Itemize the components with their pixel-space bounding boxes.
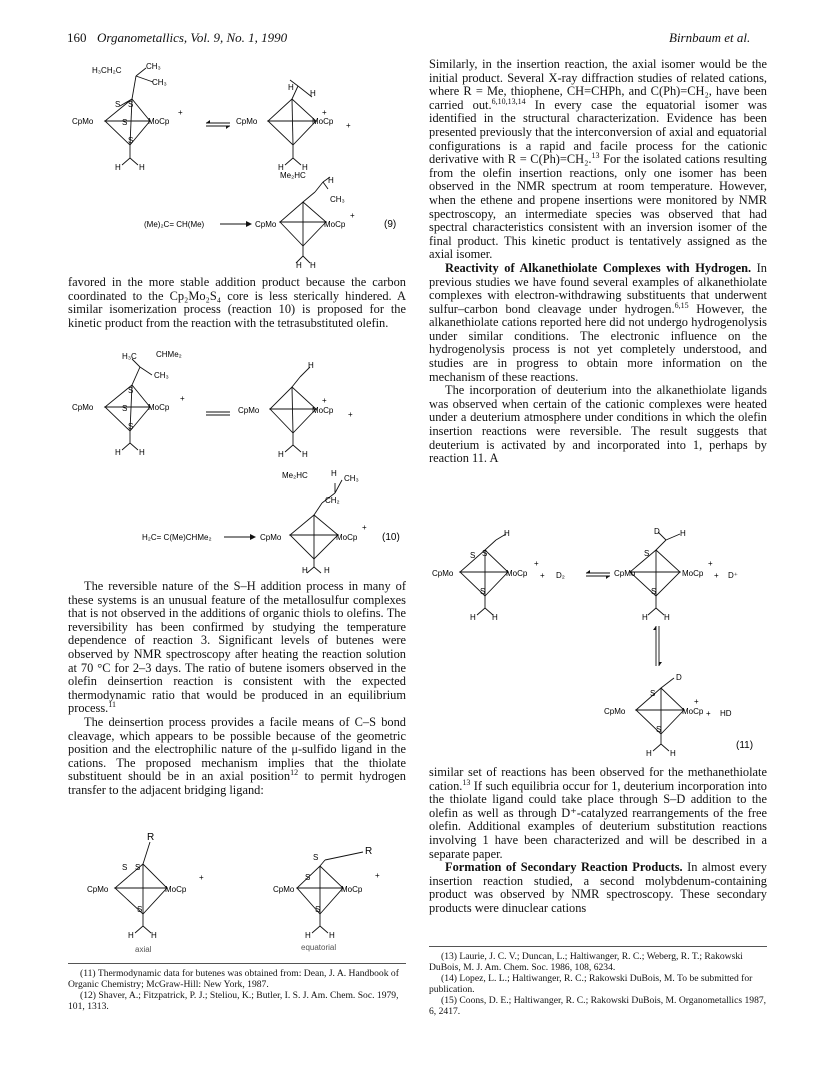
citation: 11 [108, 700, 116, 710]
label-plus: + [322, 108, 327, 117]
scheme-axial-equatorial [75, 830, 395, 960]
label-h: H [492, 613, 498, 622]
label-s: S [651, 587, 657, 596]
label-h: H [329, 931, 335, 940]
label-plus: + [322, 396, 327, 405]
label-s: S [656, 725, 662, 734]
label-h: H [302, 163, 308, 172]
label-h: H [504, 529, 510, 538]
label-h3c: H₃C [122, 352, 137, 361]
label-d: D [676, 673, 682, 682]
label-s: S [470, 551, 476, 560]
label-dplus: D⁺ [728, 571, 738, 580]
label-s: S [128, 100, 134, 109]
para-text [68, 580, 406, 716]
label-r: R [365, 846, 373, 857]
label-h: H [115, 448, 121, 457]
label-h: H [310, 261, 316, 270]
para-text [429, 58, 767, 262]
right-para-1 [429, 58, 767, 466]
left-para-2 [68, 580, 406, 798]
label-cpmo: CpMo [614, 569, 636, 578]
citation: 12 [290, 768, 299, 778]
label-h: H [151, 931, 157, 940]
eq10-olefin: H₂C= C(Me)CHMe₂ [142, 533, 212, 542]
label-hd: HD [720, 709, 732, 718]
label-s: S [135, 863, 141, 872]
label-cpmo: CpMo [432, 569, 454, 578]
label-d: D [654, 527, 660, 536]
label-plus: + [540, 571, 545, 580]
page-number: 160 [67, 30, 87, 45]
left-para-1 [68, 276, 406, 330]
label-s: S [137, 905, 143, 914]
label-h: H [139, 163, 145, 172]
label-cpmo: CpMo [260, 533, 282, 542]
label-d2: D₂ [556, 571, 565, 580]
label-equatorial: equatorial [301, 943, 337, 952]
label-h: H [331, 469, 337, 478]
label-plus: + [350, 211, 355, 220]
label-plus: + [199, 873, 204, 882]
label-ch3: CH₃ [154, 371, 169, 380]
label-cpmo: CpMo [72, 117, 94, 126]
label-ch3: CH₃ [146, 62, 161, 71]
label-plus: + [708, 559, 713, 568]
label-h: H [470, 613, 476, 622]
label-plus: + [348, 410, 353, 419]
label-mocp: MoCp [336, 533, 358, 542]
running-author: Birnbaum et al. [669, 30, 751, 45]
label-h: H [646, 749, 652, 758]
para-text [429, 766, 767, 861]
label-h: H [308, 361, 314, 370]
label-h: H [670, 749, 676, 758]
label-ch3: CH₃ [330, 195, 345, 204]
scheme-reaction-9 [60, 52, 410, 272]
label-h3ch2c: H₃CH₂C [92, 66, 122, 75]
para-body: similar set of reactions has been observed for the methanethiolate cation. [429, 765, 767, 793]
footnote: (14) Lopez, L. L.; Haltiwanger, R. C.; Rakowski DuBois, M. To be submitted for publication. [429, 973, 753, 995]
label-mocp: MoCp [682, 569, 704, 578]
label-s: S [313, 853, 319, 862]
footnote-rule-left [68, 963, 406, 964]
label-plus: + [346, 121, 351, 130]
label-mocp: MoCp [148, 403, 170, 412]
label-h: H [139, 448, 145, 457]
label-ch2: CH₂ [325, 496, 340, 505]
label-ch3: CH₃ [344, 474, 359, 483]
label-h: H [278, 450, 284, 459]
label-plus: + [534, 559, 539, 568]
label-s: S [122, 863, 128, 872]
label-h: H [310, 89, 316, 98]
label-h: H [664, 613, 670, 622]
label-me2hc: Me₂HC [280, 171, 306, 180]
label-h: H [278, 163, 284, 172]
citation: 6,15 [674, 300, 689, 310]
footnotes-left [68, 968, 406, 1012]
label-s: S [122, 404, 128, 413]
label-ch3: CH₃ [152, 78, 167, 87]
label-cpmo: CpMo [604, 707, 626, 716]
label-plus: + [362, 523, 367, 532]
label-s: S [315, 905, 321, 914]
label-mocp: MoCp [165, 885, 187, 894]
label-cpmo: CpMo [87, 885, 109, 894]
label-s: S [305, 873, 311, 882]
label-s: S [482, 549, 488, 558]
label-cpmo: CpMo [238, 406, 260, 415]
footnote: (11) Thermodynamic data for butenes was obtained from: Dean, J. A. Handbook of Organic Chemistry; McGraw-Hill: New York, 1987. [68, 968, 399, 990]
section-heading: Formation of Secondary Reaction Products. [445, 860, 683, 875]
label-plus: + [180, 394, 185, 403]
footnote: (13) Laurie, J. C. V.; Duncan, L.; Haltiwanger, R. C.; Weberg, R. T.; Rakowski DuBois, M. J. Am. Chem. Soc. 1986, 108, 6234. [429, 951, 743, 973]
label-plus: + [375, 871, 380, 880]
para-body: For the isolated cations resulting from the olefin insertion reactions, only one isomer has been observed in the NMR spectrum at room temperature. However, when the ethene and propene insertions were monitored by NMR spectroscopy, an intermediate species was observed that had spectral characteristics consistent with an inversion isomer of the final product. This kinetic product is tentatively assigned as the axial isomer. [429, 152, 767, 262]
label-plus: + [706, 709, 711, 718]
label-mocp: MoCp [312, 406, 334, 415]
label-h: H [680, 529, 686, 538]
citation: 13 [462, 777, 471, 787]
eq9-olefin: (Me)₂C= CH(Me) [144, 220, 205, 229]
label-mocp: MoCp [148, 117, 170, 126]
label-cpmo: CpMo [273, 885, 295, 894]
footnote: (12) Shaver, A.; Fitzpatrick, P. J.; Steliou, K.; Butler, I. S. J. Am. Chem. Soc. 1979, 101, 1313. [68, 990, 399, 1012]
section-heading: Reactivity of Alkanethiolate Complexes with Hydrogen. [445, 260, 752, 275]
right-para-2 [429, 766, 767, 916]
para-text [429, 262, 767, 384]
journal-title: Organometallics, Vol. 9, No. 1, 1990 [97, 30, 288, 45]
label-h: H [128, 931, 134, 940]
label-chme2: CHMe₂ [156, 350, 182, 359]
label-h: H [302, 566, 308, 575]
para-body: In almost every insertion reaction studied, a second molybdenum-containing product was observed by NMR spectroscopy. These secondary products were dinuclear cations [429, 860, 768, 915]
para-body: The deinsertion process provides a facile means of C–S bond cleavage, which appears to be possible because of the geometric position and the electrophilic nature of the μ-sulfido ligand in the cations. The proposed mechanism implies that the thiolate substituent should be in an axial position [68, 714, 406, 784]
label-cpmo: CpMo [236, 117, 258, 126]
label-s: S [128, 422, 134, 431]
equation-number-9: (9) [384, 219, 397, 230]
label-h: H [302, 450, 308, 459]
label-s: S [128, 136, 134, 145]
para-body: The reversible nature of the S–H addition process in many of these systems is an unusual feature of the metallosulfur complexes that is not observed in the additions of organic thiols to olefins. The reversibility has been confirmed by studying the temperature dependence of reaction 3. Significant levels of butenes were observed by NMR spectroscopy after heating the reaction solution at 70 °C for 2–3 days. The ratio of butene isomers observed in the olefin deinsertion reaction is consistent with the expected thermodynamic ratio that would be produced in an equilibrium process. [68, 579, 406, 716]
para-body: In previous studies we have found several examples of alkanethiolate complexes with electron-withdrawing substituents that underwent sulfur–carbon bond cleavage under hydrogen. [429, 260, 767, 316]
scheme-reaction-10 [60, 345, 410, 575]
label-r: R [147, 832, 155, 843]
para-text: The incorporation of deuterium into the alkanethiolate ligands was observed when certain of the cationic complexes were heated under a deuterium atmosphere under conditions in which the olefin insertion reactions were reversible. The result suggests that deuterium is activated by and incorporated into 1, perhaps by reaction 11. A [429, 383, 767, 466]
para-body: Similarly, in the insertion reaction, the axial isomer would be the initial product. Several X-ray diffraction studies of related cations, where R = Me, thiophene, CH=CHPh, and C(Ph)=CH₂, have been carried out. [429, 57, 767, 112]
label-mocp: MoCp [312, 117, 334, 126]
footnote-rule-right [429, 946, 767, 947]
label-plus: + [178, 108, 183, 117]
para-text [68, 716, 406, 798]
label-mocp: MoCp [682, 707, 704, 716]
label-cpmo: CpMo [255, 220, 277, 229]
footnotes-right [429, 951, 767, 1017]
para-body: to permit hydrogen transfer to the adjacent bridging ligand: [68, 769, 406, 797]
label-h: H [324, 566, 330, 575]
label-me2hc: Me₂HC [282, 471, 308, 480]
label-h: H [296, 261, 302, 270]
label-h: H [642, 613, 648, 622]
equation-number-10: (10) [382, 532, 400, 543]
label-axial: axial [135, 945, 152, 954]
label-plus: + [714, 571, 719, 580]
scheme-reaction-11 [430, 526, 770, 758]
label-mocp: MoCp [324, 220, 346, 229]
label-mocp: MoCp [341, 885, 363, 894]
label-s: S [128, 386, 134, 395]
label-mocp: MoCp [506, 569, 528, 578]
label-s: S [122, 118, 128, 127]
label-s: S [644, 549, 650, 558]
label-s: S [480, 587, 486, 596]
label-s: S [650, 689, 656, 698]
para-body: In every case the equatorial isomer was identified in the structural characterization. Evidence has been presented previously that the interconversion of axial and equatorial configurations is a rapid and facile process for the cationic derivative with R = C(Ph)=CH₂. [429, 97, 768, 167]
citation: 13 [591, 151, 600, 161]
citation: 6,10,13,14 [491, 96, 526, 106]
para-body: However, the alkanethiolate cations reported here did not undergo hydrogenolysis under similar conditions. The electronic influence on the hydrogenolysis process is not yet completely understood, and studies are in progress to obtain more information on the mechanism of these reactions. [429, 301, 767, 384]
para-body: If such equilibria occur for 1, deuterium incorporation into the thiolate ligand could take place through S–D addition to the olefin as well as through D⁺-catalyzed rearrangements of the free olefin. Additional examples of deuterium substitution reactions involving 1 have been characterized and will be described in a separate paper. [429, 778, 767, 861]
equation-number-11: (11) [736, 740, 754, 751]
label-h: H [115, 163, 121, 172]
label-s: S [115, 100, 121, 109]
footnote: (15) Coons, D. E.; Haltiwanger, R. C.; Rakowski DuBois, M. Organometallics 1987, 6, 2417. [429, 995, 767, 1017]
label-h: H [328, 176, 334, 185]
label-h: H [305, 931, 311, 940]
label-h: H [288, 83, 294, 92]
para-text: favored in the more stable addition product because the carbon coordinated to the Cp₂Mo₂S₄ core is less sterically hindered. A similar isomerization process (reaction 10) is proposed for the kinetic product from the reaction with the tetrasubstituted olefin. [68, 275, 406, 330]
para-text [429, 861, 767, 915]
label-cpmo: CpMo [72, 403, 94, 412]
label-plus: + [694, 697, 699, 706]
